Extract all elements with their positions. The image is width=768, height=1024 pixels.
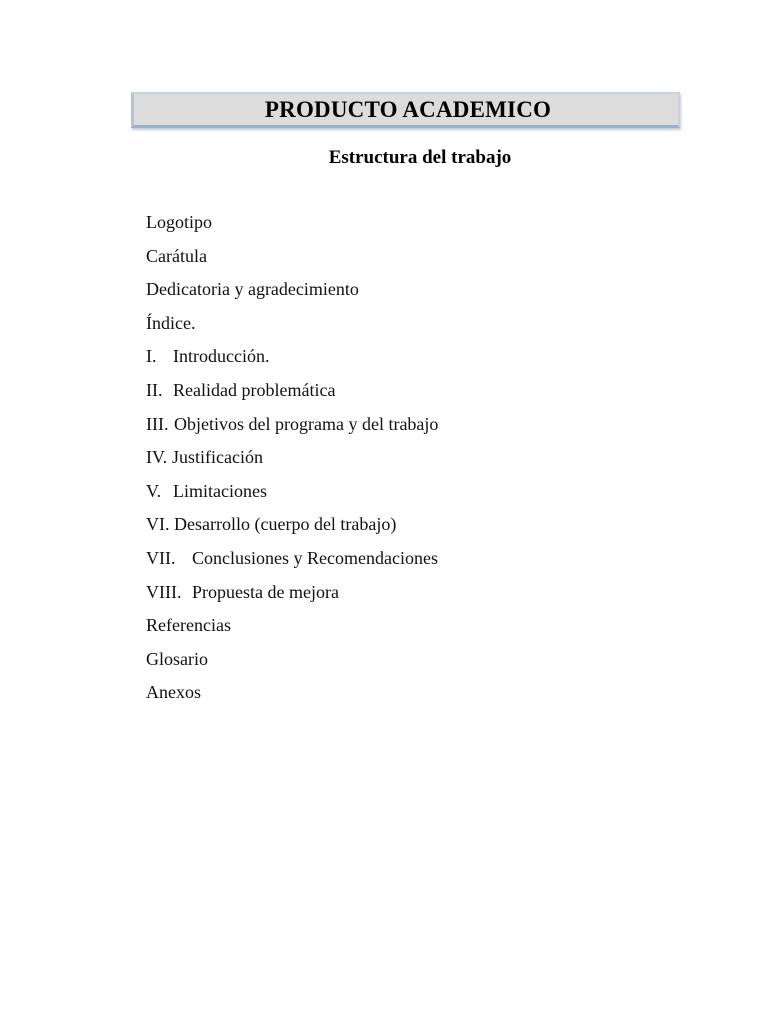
list-item-indice (146, 307, 438, 341)
list-item-desarrollo (146, 508, 438, 542)
page-title: PRODUCTO ACADEMICO (264, 96, 552, 122)
list-item-text: Introducción. (173, 346, 270, 367)
list-item-text: Propuesta de mejora (192, 581, 339, 602)
list-item-conclusiones (146, 542, 438, 576)
list-item-number: III. (146, 413, 169, 434)
list-item-referencias (146, 609, 438, 643)
list-item-text: Índice. (146, 312, 196, 333)
list-item-number: VI. (146, 514, 170, 535)
list-item-objetivos (146, 408, 438, 442)
list-item-dedicatoria (146, 273, 438, 307)
list-item-text: Realidad problemática (173, 379, 336, 400)
title-banner (131, 92, 680, 128)
list-item-logotipo (146, 206, 438, 240)
list-item-text: Objetivos del programa y del trabajo (174, 413, 439, 434)
list-item-number: I. (146, 346, 157, 367)
list-item-text: Desarrollo (cuerpo del trabajo) (174, 514, 397, 535)
list-item-text: Logotipo (146, 212, 212, 232)
list-item-number: II. (146, 379, 163, 400)
list-item-text: Conclusiones y Recomendaciones (192, 547, 438, 568)
list-item-number: V. (146, 480, 162, 501)
list-item-number: IV. (146, 447, 168, 468)
list-item-propuesta (146, 576, 438, 610)
list-item-anexos (146, 676, 438, 710)
list-item-realidad (146, 374, 438, 408)
list-item-number: VIII. (146, 581, 182, 602)
list-item-glosario (146, 643, 438, 677)
list-item-text: Anexos (146, 682, 201, 703)
list-item-justificacion (146, 441, 438, 475)
list-item-text: Justificación (172, 447, 263, 468)
list-item-text: Limitaciones (173, 480, 267, 501)
list-item-introduccion (146, 340, 438, 374)
list-item-caratula (146, 240, 438, 274)
page-subtitle: Estructura del trabajo (328, 147, 512, 168)
list-item-number: VII. (146, 547, 176, 568)
list-item-text: Dedicatoria y agradecimiento (146, 279, 359, 300)
structure-list (146, 206, 438, 710)
list-item-text: Carátula (146, 245, 207, 266)
list-item-text: Referencias (146, 615, 231, 636)
list-item-text: Glosario (146, 648, 208, 669)
list-item-limitaciones (146, 475, 438, 509)
